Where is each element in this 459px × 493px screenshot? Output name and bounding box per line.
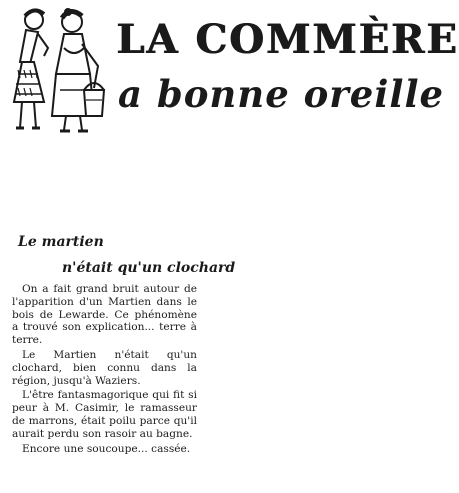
article-paragraph: Encore une soucoupe... cassée. (22, 442, 191, 455)
two-gossiping-women-illustration (4, 4, 112, 136)
article-paragraph: On a fait grand bruit autour de l'apparition d'un Martien dans le bois de Lewarde. Ce phénomène a trouvé son explication... terre à terre. (12, 283, 197, 347)
article-paragraph: Le Martien n'était qu'un clochard, bien connu dans la région, jusqu'à Waziers. (12, 348, 197, 387)
article-headline-line1: Le martien (18, 234, 104, 250)
masthead-title: LA COMMÈRE (116, 16, 459, 63)
masthead-subtitle: a bonne oreille (118, 72, 445, 116)
article-paragraph: L'être fantasmagorique qui fit si peur à M. Casimir, le ramasseur de marrons, était poilu parce qu'il aurait perdu son rasoir au bagne. (12, 389, 197, 440)
article-body (12, 283, 197, 457)
article-headline-line2: n'était qu'un clochard (62, 260, 236, 276)
